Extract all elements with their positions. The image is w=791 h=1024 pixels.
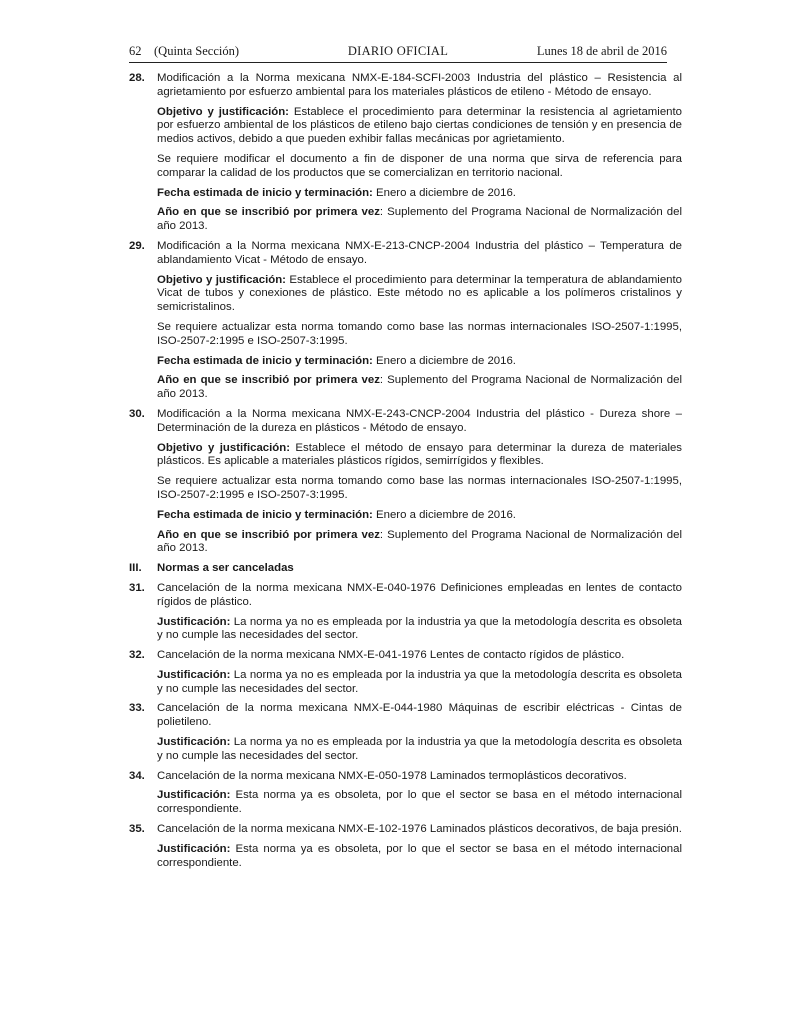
item-text: Cancelación de la norma mexicana NMX-E-050-1978 Laminados termoplásticos decorativos. [157,769,627,782]
year-text: : Suplemento del Programa Nacional de Normalización del año 2013. [157,528,682,555]
page-number: 62 [129,44,142,58]
date-label: Fecha estimada de inicio y terminación: [157,186,373,199]
justification-paragraph [129,843,682,871]
objective-label: Objetivo y justificación: [157,105,289,118]
requirement-paragraph: Se requiere modificar el documento a fin de disponer de una norma que sirva de referencia para comparar la calidad de los productos que se comercializan en territorio nacional. [157,152,682,179]
item-number: 28. [129,72,145,84]
year-paragraph [129,374,682,402]
justification-paragraph [129,616,682,644]
date-label: Fecha estimada de inicio y terminación: [157,354,373,367]
justification-text: Esta norma ya es obsoleta, por lo que el sector se basa en el método internacional correspondiente. [157,789,682,816]
date-text: Enero a diciembre de 2016. [372,354,516,367]
year-text: : Suplemento del Programa Nacional de Normalización del año 2013. [157,374,682,401]
section-title: Normas a ser canceladas [157,562,294,575]
item-text: Cancelación de la norma mexicana NMX-E-102-1976 Laminados plásticos decorativos, de baja presión. [157,823,682,836]
objective-label: Objetivo y justificación: [157,273,286,286]
requirement-paragraph: Se requiere actualizar esta norma tomando como base las normas internacionales ISO-2507-1:1995, ISO-2507-2:1995 e ISO-2507-3:1995. [157,320,682,347]
item-number: 34. [129,769,145,782]
objective-text: Establece el procedimiento para determinar la resistencia al agrietamiento por esfuerzo ambiental de los plásticos de etileno bajo ciertas condiciones de tensión y en presencia de medios activos, debido a que pueden exhibir fallas mecánicas por agrietamiento. [157,105,682,146]
justification-paragraph [129,789,682,817]
item-number: 31. [129,581,145,594]
item-text: Modificación a la Norma mexicana NMX-E-243-CNCP-2004 Industria del plástico - Dureza shore – Determinación de la dureza en plásticos - Método de ensayo. [157,407,682,434]
year-text: : Suplemento del Programa Nacional de Normalización del año 2013. [157,206,682,233]
justification-label: Justificación: [157,615,231,628]
justification-label: Justificación: [157,668,231,681]
date-paragraph [129,187,682,201]
item-text: Cancelación de la norma mexicana NMX-E-041-1976 Lentes de contacto rígidos de plástico. [157,649,625,662]
objective-text: Establece el método de ensayo para determinar la dureza de materiales plásticos. Es aplicable a materiales plásticos rígidos, semirrígidos y flexibles. [157,441,683,468]
objective-paragraph [129,274,682,315]
publication-date: Lunes 18 de abril de 2016 [536,44,667,58]
justification-label: Justificación: [157,789,231,802]
item-number: 33. [129,702,145,715]
justification-text: Esta norma ya es obsoleta, por lo que el sector se basa en el método internacional correspondiente. [157,842,682,869]
year-label: Año en que se inscribió por primera vez [157,528,380,541]
date-text: Enero a diciembre de 2016. [372,186,516,199]
justification-label: Justificación: [157,736,231,749]
date-label: Fecha estimada de inicio y terminación: [157,508,373,521]
section-label: (Quinta Sección) [154,44,240,58]
item-text: Cancelación de la norma mexicana NMX-E-044-1980 Máquinas de escribir eléctricas - Cintas de polietileno. [157,702,682,729]
justification-text: La norma ya no es empleada por la industria ya que la metodología descrita es obsoleta y no cumple las necesidades del sector. [157,668,682,695]
justification-paragraph [129,669,682,697]
list-item-32 [129,649,682,663]
justification-paragraph [129,736,682,764]
list-item-29 [129,240,682,268]
list-item-33 [129,702,682,730]
date-paragraph [129,355,682,369]
year-paragraph [129,206,682,234]
item-number: 29. [129,239,145,252]
section-number: III. [129,562,142,575]
list-item-31 [129,582,682,610]
justification-text: La norma ya no es empleada por la industria ya que la metodología descrita es obsoleta y no cumple las necesidades del sector. [157,736,682,762]
objective-text: Establece el procedimiento para determinar la temperatura de ablandamiento Vicat de tubos y conexiones de plástico. Este método no es aplicable a los polímeros cristalinos y semicristalinos. [157,273,683,314]
item-number: 32. [129,649,145,662]
year-paragraph [129,529,682,557]
justification-text: La norma ya no es empleada por la industria ya que la metodología descrita es obsoleta y no cumple las necesidades del sector. [157,615,682,642]
objective-paragraph [129,106,682,147]
year-label: Año en que se inscribió por primera vez [157,206,380,219]
page-header [129,42,667,63]
objective-label: Objetivo y justificación: [157,441,290,454]
document-body [129,72,682,876]
year-label: Año en que se inscribió por primera vez [157,374,380,387]
list-item-30 [129,408,682,436]
requirement-paragraph: Se requiere actualizar esta norma tomando como base las normas internacionales ISO-2507-1:1995, ISO-2507-2:1995 e ISO-2507-3:1995. [157,475,682,501]
item-text: Cancelación de la norma mexicana NMX-E-040-1976 Definiciones empleadas en lentes de contacto rígidos de plástico. [157,581,682,608]
objective-paragraph [129,442,682,470]
date-text: Enero a diciembre de 2016. [372,508,516,521]
item-text: Modificación a la Norma mexicana NMX-E-213-CNCP-2004 Industria del plástico – Temperatura de ablandamiento Vicat - Método de ensayo. [157,239,682,266]
list-item-35 [129,823,682,837]
justification-label: Justificación: [157,842,231,855]
publication-title: DIARIO OFICIAL [347,44,449,58]
item-text: Modificación a la Norma mexicana NMX-E-184-SCFI-2003 Industria del plástico – Resistencia al agrietamiento por esfuerzo ambiental para los materiales plásticos de etileno - Método de ensayo. [157,72,682,98]
date-paragraph [129,509,682,523]
item-number: 30. [129,407,145,420]
section-heading [129,562,682,576]
item-number: 35. [129,823,145,836]
list-item-28 [129,72,682,100]
list-item-34 [129,770,682,784]
